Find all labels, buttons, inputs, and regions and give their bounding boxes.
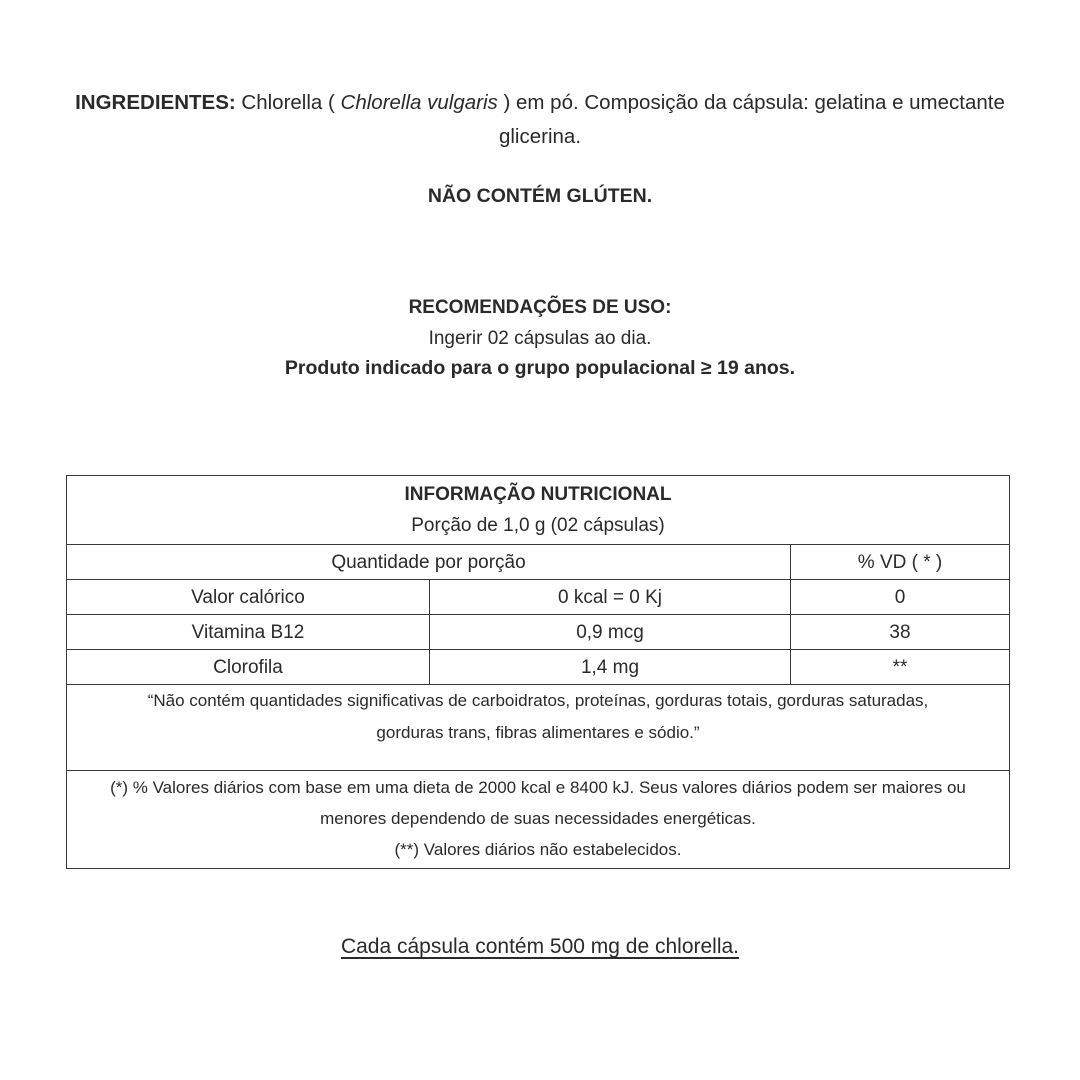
footnotes bbox=[67, 771, 1009, 868]
ingredients-paragraph bbox=[60, 86, 1020, 154]
nutrition-portion: Porção de 1,0 g (02 cápsulas) bbox=[411, 515, 665, 536]
gluten-notice: NÃO CONTÉM GLÚTEN. bbox=[427, 185, 653, 207]
recommendations-population: Produto indicado para o grupo populacional ≥ 19 anos. bbox=[284, 357, 796, 379]
recommendations-title: RECOMENDAÇÕES DE USO: bbox=[408, 297, 672, 318]
header-quantity: Quantidade por porção bbox=[67, 545, 791, 579]
nutrient-name: Clorofila bbox=[67, 650, 430, 684]
ingredients-text-before: Chlorella ( bbox=[241, 91, 335, 114]
nutrient-vd: ** bbox=[892, 656, 908, 678]
ingredients-label: INGREDIENTES: bbox=[75, 91, 236, 114]
recommendations-dosage: Ingerir 02 cápsulas ao dia. bbox=[428, 328, 652, 349]
nutrition-column-headers bbox=[67, 545, 1009, 580]
nutrient-vd: 38 bbox=[889, 621, 911, 643]
note-daily-values: (*) % Valores diários com base em uma dieta de 2000 kcal e 8400 kJ. Seus valores diários podem ser maiores ou menores dependendo de suas necessidades energéticas. bbox=[110, 778, 966, 828]
table-row bbox=[67, 615, 1009, 650]
nutrition-table bbox=[66, 475, 1010, 869]
nutrient-name: Vitamina B12 bbox=[67, 615, 430, 649]
capsule-content-text: Cada cápsula contém 500 mg de chlorella. bbox=[340, 935, 740, 958]
nutrient-amount: 1,4 mg bbox=[430, 650, 791, 684]
nutrient-name: Valor calórico bbox=[67, 580, 430, 614]
ingredients-text-after: ) em pó. Composição da cápsula: gelatina e umectante glicerina. bbox=[498, 91, 1005, 148]
nutrient-amount: 0,9 mcg bbox=[430, 615, 791, 649]
table-row bbox=[67, 580, 1009, 615]
scientific-name: Chlorella vulgaris bbox=[340, 91, 498, 114]
nutrient-vd: 0 bbox=[894, 586, 906, 608]
nutrient-amount: 0 kcal = 0 Kj bbox=[430, 580, 791, 614]
table-row bbox=[67, 650, 1009, 685]
capsule-content-note bbox=[0, 930, 1080, 964]
note-not-significant: “Não contém quantidades significativas de carboidratos, proteínas, gorduras totais, gorduras saturadas, gorduras trans, fibras alimentares e sódio.” bbox=[67, 685, 1009, 771]
nutrition-header bbox=[67, 476, 1009, 545]
note-not-established: (**) Valores diários não estabelecidos. bbox=[394, 840, 682, 859]
nutrition-title: INFORMAÇÃO NUTRICIONAL bbox=[404, 484, 672, 505]
header-vd: % VD ( * ) bbox=[857, 551, 943, 573]
